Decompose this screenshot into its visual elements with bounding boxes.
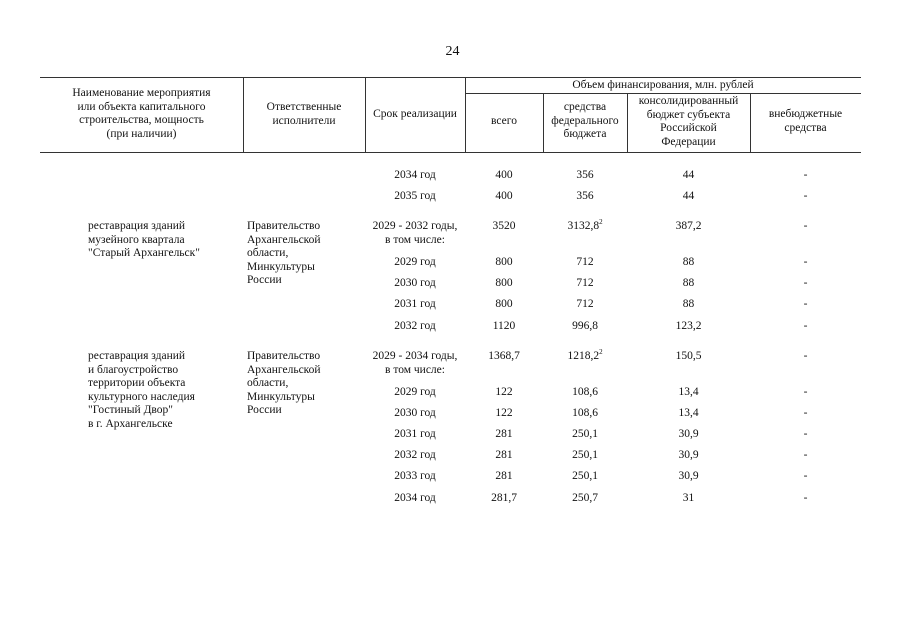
p2-regional-2034: 31 — [682, 492, 695, 504]
p1-regional-2032: 123,2 — [675, 320, 702, 332]
p1-regional-2029: 88 — [682, 256, 695, 268]
header-executors: Ответственные исполнители — [266, 101, 342, 127]
p1-extra-2029: - — [803, 256, 808, 268]
page-number: 24 — [445, 44, 460, 59]
p2-regional-2029: 13,4 — [678, 386, 699, 398]
project-2-name: реставрация зданий и благоустройство территории объекта культурного наследия "Гостиный Двор" в г. Архангельске — [88, 350, 195, 430]
p1-total-2029: 800 — [495, 256, 513, 268]
p1-extra-2032: - — [803, 320, 808, 332]
p2-year-2029: 2029 год — [394, 386, 436, 398]
project-2-executors: Правительство Архангельской области, Минкультуры России — [247, 350, 321, 416]
header-name: Наименование мероприятия или объекта капитального строительства, мощность (при наличии) — [72, 87, 211, 140]
footnote-mark: 2 — [599, 218, 603, 227]
p2-regional-2030: 13,4 — [678, 407, 699, 419]
header-regional: консолидированный бюджет субъекта Российской Федерации — [638, 95, 739, 148]
p2-regional-2031: 30,9 — [678, 428, 699, 440]
p2-federal-2029: 108,6 — [572, 386, 598, 398]
cont-row-1-regional: 44 — [682, 169, 695, 181]
project-1-summary-period: 2029 - 2032 годы, в том числе: — [372, 220, 458, 246]
p2-year-2034: 2034 год — [394, 492, 436, 504]
project-2-summary-period: 2029 - 2034 годы, в том числе: — [372, 350, 458, 376]
cont-row-2-federal: 356 — [576, 190, 594, 202]
p1-total-2031: 800 — [495, 298, 513, 310]
project-1-summary-extra: - — [803, 220, 808, 232]
p1-regional-2031: 88 — [682, 298, 695, 310]
project-2-summary-federal: 1218,2$^2$ — [567, 348, 603, 362]
p2-year-2030: 2030 год — [394, 407, 436, 419]
p2-extra-2032: - — [803, 449, 808, 461]
cont-row-1-year: 2034 год — [394, 169, 436, 181]
project-1-summary-federal: 3132,8$^2$ — [567, 218, 603, 232]
p2-extra-2029: - — [803, 386, 808, 398]
p2-year-2033: 2033 год — [394, 470, 436, 482]
p2-total-2033: 281 — [495, 470, 513, 482]
funding-group-underline — [465, 93, 861, 94]
header-funding-group: Объем финансирования, млн. рублей — [572, 79, 754, 91]
project-1-summary-regional: 387,2 — [675, 220, 702, 232]
p2-extra-2034: - — [803, 492, 808, 504]
p1-federal-2031: 712 — [576, 298, 594, 310]
header-extrabudget: внебюджетные средства — [768, 108, 843, 134]
project-1-name: реставрация зданий музейного квартала "Старый Архангельск" — [88, 220, 200, 259]
p2-year-2031: 2031 год — [394, 428, 436, 440]
p2-extra-2031: - — [803, 428, 808, 440]
p2-year-2032: 2032 год — [394, 449, 436, 461]
p1-extra-2030: - — [803, 277, 808, 289]
header-period: Срок реализации — [373, 108, 457, 120]
cont-row-1-federal: 356 — [576, 169, 594, 181]
p2-regional-2032: 30,9 — [678, 449, 699, 461]
cont-row-2-regional: 44 — [682, 190, 695, 202]
table-top-border — [40, 77, 861, 78]
p1-total-2030: 800 — [495, 277, 513, 289]
p1-total-2032: 1120 — [492, 320, 516, 332]
p2-regional-2033: 30,9 — [678, 470, 699, 482]
project-2-summary-extra: - — [803, 350, 808, 362]
p1-year-2029: 2029 год — [394, 256, 436, 268]
p1-federal-2032: 996,8 — [572, 320, 598, 332]
p2-extra-2030: - — [803, 407, 808, 419]
header-total: всего — [491, 115, 517, 127]
footnote-mark: 2 — [599, 348, 603, 357]
p2-federal-2030: 108,6 — [572, 407, 598, 419]
cont-row-2-extra: - — [803, 190, 808, 202]
p2-total-2030: 122 — [495, 407, 513, 419]
p1-regional-2030: 88 — [682, 277, 695, 289]
p2-federal-2033: 250,1 — [572, 470, 598, 482]
p2-federal-2034: 250,7 — [572, 492, 598, 504]
cont-row-2-total: 400 — [495, 190, 513, 202]
cont-row-2-year: 2035 год — [394, 190, 436, 202]
cont-row-1-extra: - — [803, 169, 808, 181]
p1-federal-2029: 712 — [576, 256, 594, 268]
p2-total-2034: 281,7 — [491, 492, 517, 504]
p1-year-2032: 2032 год — [394, 320, 436, 332]
p1-year-2031: 2031 год — [394, 298, 436, 310]
project-1-executors: Правительство Архангельской области, Минкультуры России — [247, 220, 321, 286]
project-2-summary-total: 1368,7 — [488, 350, 520, 362]
p2-total-2032: 281 — [495, 449, 513, 461]
p1-federal-2030: 712 — [576, 277, 594, 289]
cont-row-1-total: 400 — [495, 169, 513, 181]
p2-federal-2031: 250,1 — [572, 428, 598, 440]
p2-total-2031: 281 — [495, 428, 513, 440]
p2-extra-2033: - — [803, 470, 808, 482]
p1-extra-2031: - — [803, 298, 808, 310]
project-1-summary-total: 3520 — [492, 220, 516, 232]
p2-federal-2032: 250,1 — [572, 449, 598, 461]
p1-year-2030: 2030 год — [394, 277, 436, 289]
table-header-bottom-border — [40, 152, 861, 153]
p2-total-2029: 122 — [495, 386, 513, 398]
header-federal: средства федерального бюджета — [551, 101, 619, 140]
project-2-summary-regional: 150,5 — [675, 350, 702, 362]
